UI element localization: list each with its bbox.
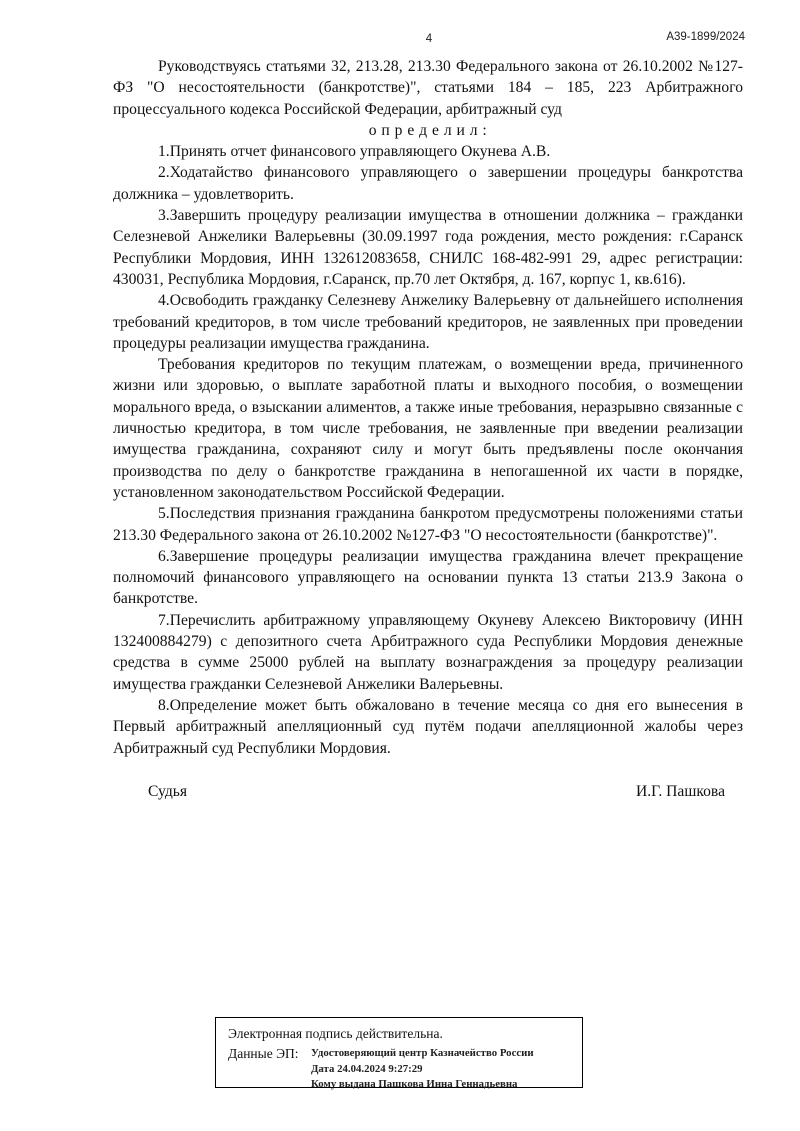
case-number: А39-1899/2024 bbox=[666, 31, 745, 43]
document-body bbox=[113, 56, 743, 802]
signature-row bbox=[113, 781, 743, 802]
judge-name: И.Г. Пашкова bbox=[635, 782, 725, 800]
ruling-paragraph-3: 3.Завершить процедуру реализации имущества в отношении должника – гражданки Селезневой Анжелики Валерьевны (30.09.1997 года рождения, место рождения: г.Саранск Республики Мордовия, ИНН 132612083658, СНИЛС 168-482-991 29, адрес регистрации: 430031, Республика Мордовия, г.Саранск, пр.70 лет Октября, д. 167, корпус 1, кв.616). bbox=[113, 207, 743, 288]
judge-label: Судья bbox=[148, 782, 188, 800]
page-number: 4 bbox=[425, 33, 433, 45]
ruling-paragraph-4: 4.Освободить гражданку Селезневу Анжелику Валерьевну от дальнейшего исполнения требований кредиторов, в том числе требований кредиторов, не заявленных при проведении процедуры реализации имущества гражданина. bbox=[113, 292, 743, 352]
stamp-detail-issued-to: Кому выдана Пашкова Инна Геннадьевна bbox=[311, 1078, 518, 1090]
stamp-detail-date: Дата 24.04.2024 9:27:29 bbox=[311, 1062, 423, 1075]
stamp-validity-text: Электронная подпись действительна. bbox=[228, 1026, 443, 1041]
ruling-paragraph-1: 1.Принять отчет финансового управляющего Окунева А.В. bbox=[158, 143, 551, 161]
digital-signature-stamp bbox=[215, 1017, 583, 1088]
stamp-details bbox=[311, 1046, 534, 1093]
ruling-paragraph-8: 7.Перечислить арбитражному управляющему Окуневу Алексею Викторовичу (ИНН 132400884279) с депозитного счета Арбитражного суда Республики Мордовия денежные средства в сумме 25000 рублей на выплату вознаграждения за процедуру реализации имущества гражданки Селезневой Анжелики Валерьевны. bbox=[113, 611, 743, 693]
ruling-paragraph-6: 5.Последствия признания гражданина банкротом предусмотрены положениями статьи 213.30 Федерального закона от 26.10.2002 №127-ФЗ "О несостоятельности (банкротстве)". bbox=[113, 505, 743, 544]
stamp-data-row bbox=[228, 1046, 574, 1093]
ruling-paragraph-2: 2.Ходатайство финансового управляющего о завершении процедуры банкротства должника – удовлетворить. bbox=[113, 164, 743, 203]
resolution-word: о п р е д е л и л : bbox=[368, 121, 488, 139]
ruling-paragraph-5: Требования кредиторов по текущим платежам, о возмещении вреда, причиненного жизни или здоровью, о выплате заработной платы и выходного пособия, о возмещении морального вреда, о взыскании алиментов, а также иные требования, неразрывно связанные с личностью кредитора, в том числе требования, не заявленные при введении реализации имущества гражданина, сохраняют силу и могут быть предъявлены после окончания производства по делу о банкротстве гражданина в непогашенной их части в порядке, установленном законодательством Российской Федерации. bbox=[113, 356, 743, 501]
intro-paragraph: Руководствуясь статьями 32, 213.28, 213.30 Федерального закона от 26.10.2002 №127-ФЗ "О несостоятельности (банкротстве)", статьями 184 – 185, 223 Арбитражного процессуального кодекса Российской Федерации, арбитражный суд bbox=[113, 58, 743, 118]
ruling-paragraph-7: 6.Завершение процедуры реализации имущества гражданина влечет прекращение полномочий финансового управляющего на основании пункта 13 статьи 213.9 Закона о банкротстве. bbox=[113, 547, 743, 608]
stamp-detail-authority: Удостоверяющий центр Казначейство России bbox=[311, 1047, 534, 1059]
document-header bbox=[113, 33, 745, 49]
stamp-data-label: Данные ЭП: bbox=[228, 1046, 299, 1061]
ruling-paragraph-9: 8.Определение может быть обжаловано в течение месяца со дня его вынесения в Первый арбитражный апелляционный суд путём подачи апелляционной жалобы через Арбитражный суд Республики Мордовия. bbox=[113, 696, 743, 757]
